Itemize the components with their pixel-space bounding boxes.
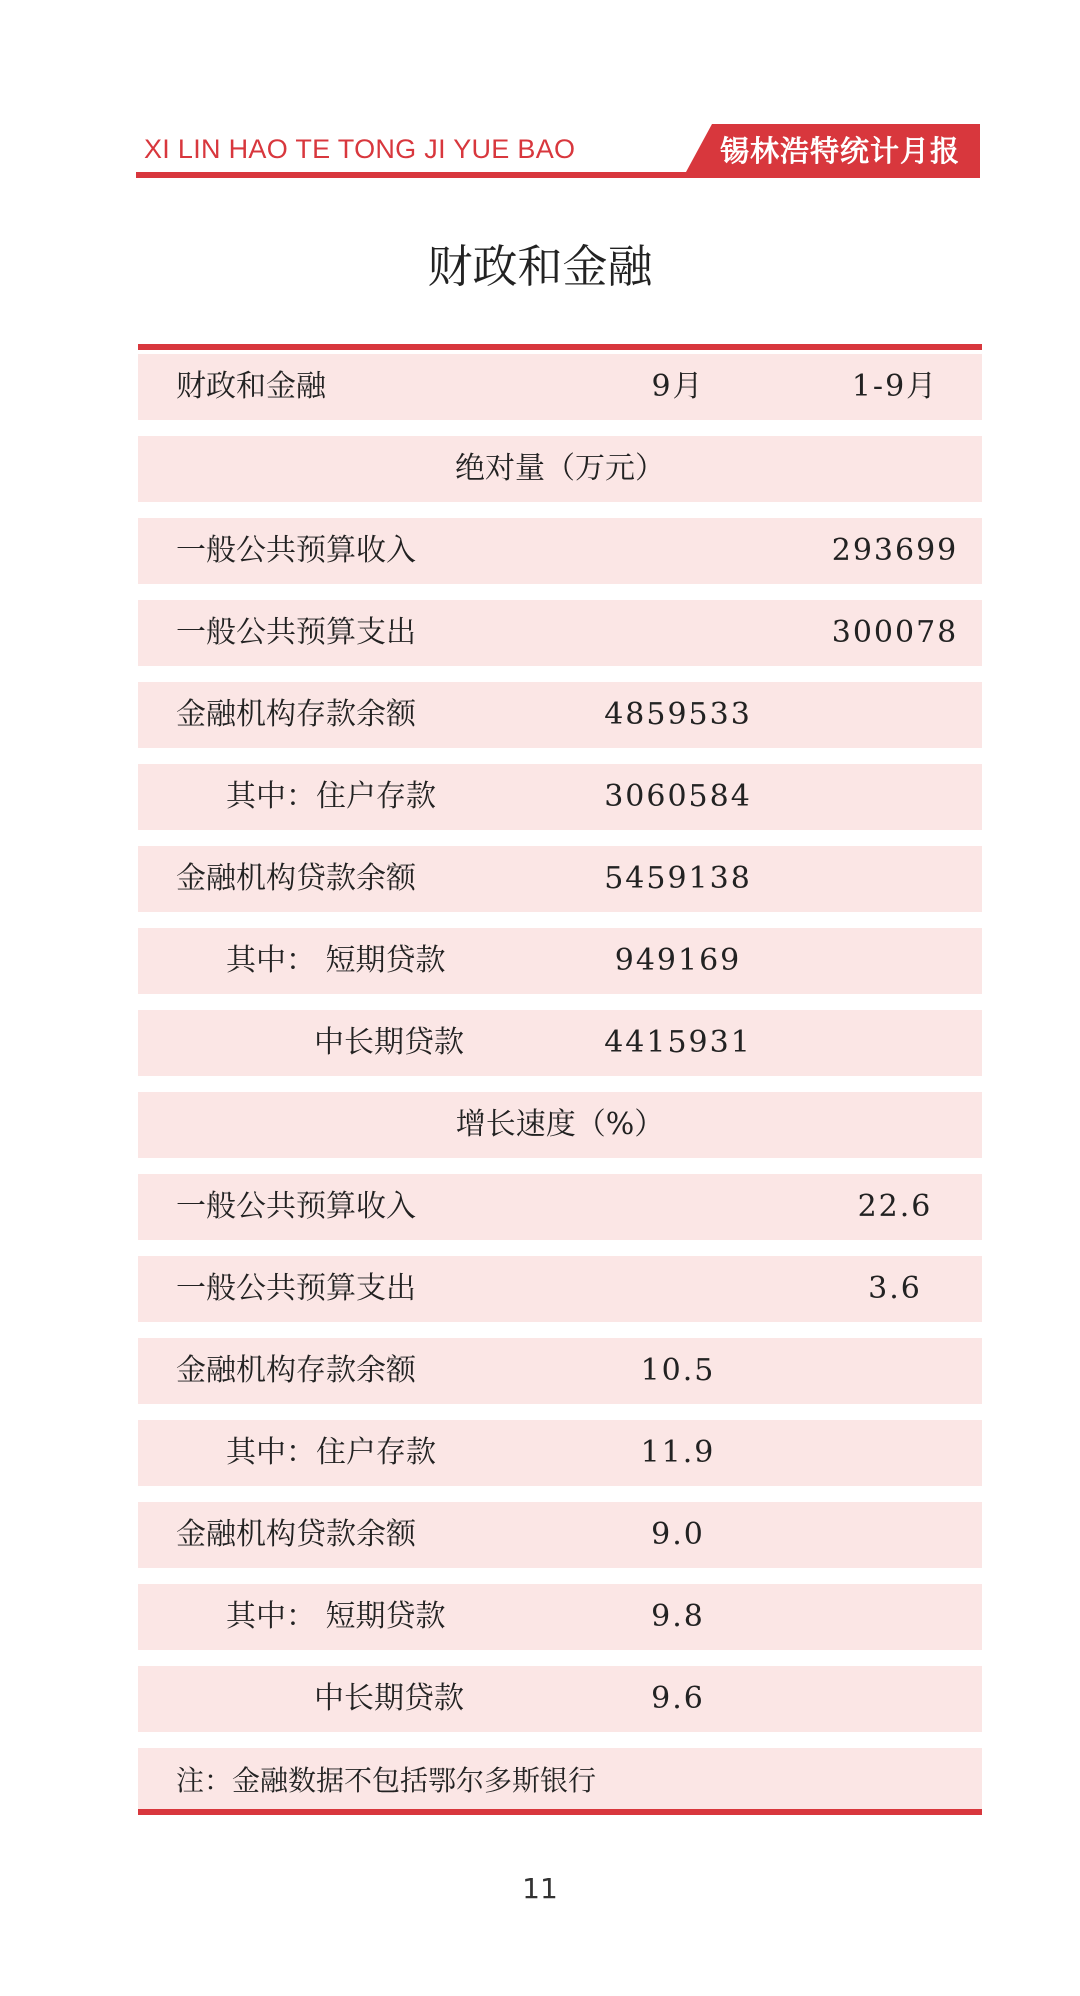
row-month-value: 9.8 <box>651 1599 705 1634</box>
report-header <box>136 124 980 178</box>
table-bottom-rule <box>138 1809 982 1815</box>
table-row <box>138 682 982 748</box>
table-note: 注：金融数据不包括鄂尔多斯银行 <box>176 1764 597 1797</box>
table-row <box>138 1584 982 1650</box>
row-ytd-value <box>820 1502 970 1568</box>
row-month-value <box>568 518 788 584</box>
page-number: 11 <box>522 1872 558 1905</box>
growth-rows <box>138 1174 982 1732</box>
header-pinyin: XI LIN HAO TE TONG JI YUE BAO <box>144 134 576 164</box>
row-label: 金融机构存款余额 <box>176 1353 416 1388</box>
finance-table <box>138 354 982 1830</box>
row-label: 一般公共预算收入 <box>176 533 416 568</box>
section-header-growth <box>138 1092 982 1158</box>
table-row <box>138 1338 982 1404</box>
row-month-value <box>568 1256 788 1322</box>
row-ytd-value <box>820 1420 970 1486</box>
header-title: 锡林浩特统计月报 <box>719 134 960 168</box>
table-row <box>138 518 982 584</box>
header-rule <box>136 172 980 178</box>
row-label: 中长期贷款 <box>314 1681 464 1716</box>
row-month-value: 9.6 <box>651 1681 705 1716</box>
row-label: 金融机构贷款余额 <box>176 1517 416 1552</box>
table-row <box>138 600 982 666</box>
column-header-ytd: 1-9月 <box>851 369 939 404</box>
page-title: 财政和金融 <box>427 240 653 293</box>
row-label: 其中：住户存款 <box>226 779 436 814</box>
row-ytd-value: 293699 <box>831 533 959 568</box>
row-label: 中长期贷款 <box>314 1025 464 1060</box>
row-ytd-value <box>820 1584 970 1650</box>
section-title: 绝对量（万元） <box>455 451 665 486</box>
table-top-rule <box>138 344 982 350</box>
absolute-rows <box>138 518 982 1076</box>
table-row <box>138 928 982 994</box>
table-row <box>138 1010 982 1076</box>
section-header-absolute <box>138 436 982 502</box>
row-month-value: 3060584 <box>604 779 752 814</box>
row-month-value: 9.0 <box>651 1517 705 1552</box>
table-row <box>138 846 982 912</box>
row-month-value <box>568 1174 788 1240</box>
row-ytd-value <box>820 1010 970 1076</box>
row-label: 其中： 短期贷款 <box>226 943 446 978</box>
row-ytd-value <box>820 764 970 830</box>
table-row <box>138 1174 982 1240</box>
row-label: 金融机构贷款余额 <box>176 861 416 896</box>
row-label: 一般公共预算收入 <box>176 1189 416 1224</box>
row-month-value <box>568 600 788 666</box>
row-ytd-value: 3.6 <box>868 1271 922 1306</box>
row-ytd-value: 22.6 <box>857 1189 933 1224</box>
row-ytd-value <box>820 1666 970 1732</box>
table-header-row <box>138 354 982 420</box>
row-label: 一般公共预算支出 <box>176 615 416 650</box>
note-row <box>138 1748 982 1814</box>
row-label: 金融机构存款余额 <box>176 697 416 732</box>
row-month-value: 10.5 <box>640 1353 716 1388</box>
row-month-value: 4415931 <box>604 1025 752 1060</box>
row-month-value: 4859533 <box>604 697 752 732</box>
row-ytd-value <box>820 1338 970 1404</box>
table-row <box>138 764 982 830</box>
row-month-value: 5459138 <box>604 861 752 896</box>
row-month-value: 11.9 <box>640 1435 716 1470</box>
row-label: 一般公共预算支出 <box>176 1271 416 1306</box>
table-row <box>138 1256 982 1322</box>
table-row <box>138 1420 982 1486</box>
section-title: 增长速度（%） <box>455 1107 665 1142</box>
table-row <box>138 1666 982 1732</box>
row-label: 其中： 短期贷款 <box>226 1599 446 1634</box>
row-month-value: 949169 <box>614 943 742 978</box>
row-label: 其中：住户存款 <box>226 1435 436 1470</box>
column-header-label: 财政和金融 <box>176 369 326 404</box>
row-ytd-value <box>820 682 970 748</box>
column-header-month: 9月 <box>651 369 705 404</box>
table-row <box>138 1502 982 1568</box>
row-ytd-value <box>820 846 970 912</box>
row-ytd-value: 300078 <box>831 615 959 650</box>
row-ytd-value <box>820 928 970 994</box>
